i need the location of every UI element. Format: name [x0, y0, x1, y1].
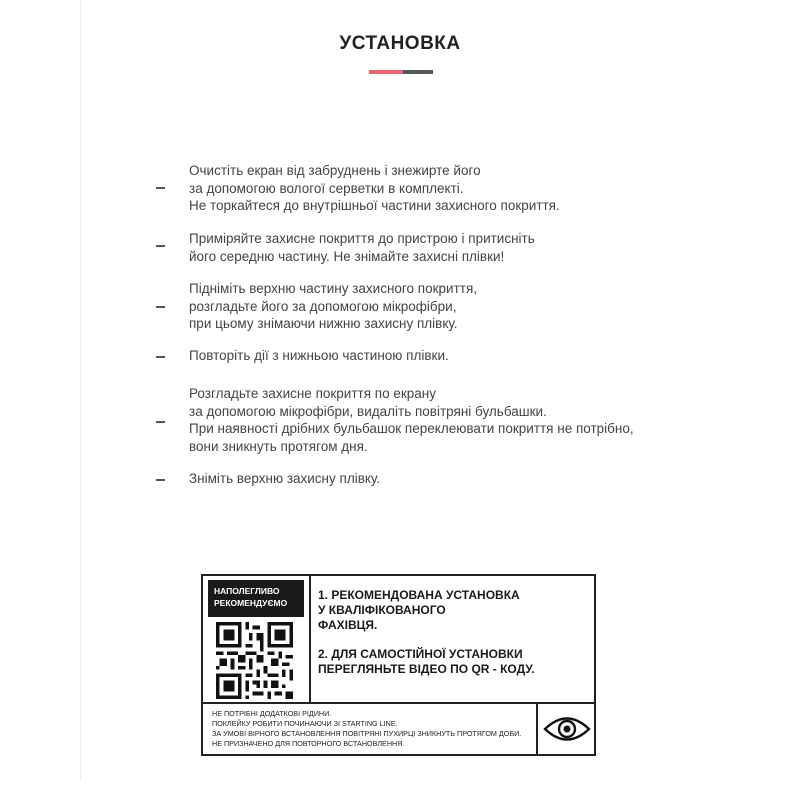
eye-icon	[543, 714, 591, 744]
recommend-badge: НАПОЛЕГЛИВО РЕКОМЕНДУЄМО	[208, 580, 304, 617]
step-text: Приміряйте захисне покриття до пристрою і притисніть його середню частину. Не знімайте захисні плівки!	[189, 231, 535, 264]
page-margin-rule	[80, 0, 81, 780]
recommendation-2: 2. ДЛЯ САМОСТІЙНОЇ УСТАНОВКИ ПЕРЕГЛЯНЬТЕ ВІДЕО ПО QR - КОДУ.	[318, 647, 535, 676]
qr-code-icon	[213, 622, 296, 699]
installation-notes: НЕ ПОТРІБНІ ДОДАТКОВІ РІДИНИ. ПОКЛЕЙКУ РОБИТИ ПОЧИНАЮЧИ ЗІ STARTING LINE. ЗА УМОВІ ВІРНОГО ВСТАНОВЛЕННЯ ПОВІТРЯНІ ПУХИРЦІ ЗНИКНУТЬ ПРОТЯГОМ ДОБИ. НЕ ПРИЗНАЧЕНО ДЛЯ ПОВТОРНОГО ВСТАНОВЛЕННЯ.	[212, 709, 522, 748]
step-bullet	[156, 356, 165, 358]
step-text: Повторіть дії з нижньою частиною плівки.	[189, 348, 449, 363]
step-bullet	[156, 187, 165, 189]
step-bullet	[156, 479, 165, 481]
recommendation-box-top	[203, 576, 594, 702]
recommendation-1: 1. РЕКОМЕНДОВАНА УСТАНОВКА У КВАЛІФІКОВАНОГО ФАХІВЦЯ.	[318, 588, 520, 632]
page-title: УСТАНОВКА	[339, 33, 461, 54]
step-bullet	[156, 421, 165, 423]
step-text: Підніміть верхню частину захисного покриття, розгладьте його за допомогою мікрофібри, при цьому знімаючи нижню захисну плівку.	[189, 281, 478, 331]
recommendation-box	[201, 574, 596, 756]
recommendation-text	[318, 588, 590, 677]
eye-divider	[536, 704, 538, 754]
step-bullet	[156, 306, 165, 308]
step-bullet	[156, 245, 165, 247]
title-underline	[369, 70, 433, 74]
box-vertical-divider	[309, 576, 311, 702]
step-text: Розгладьте захисне покриття по екрану за допомогою мікрофібри, видаліть повітряні бульбашки. При наявності дрібних бульбашок переклеювати покриття не потрібно, вони зникнуть протягом дня.	[189, 386, 634, 454]
step-text: Зніміть верхню захисну плівку.	[189, 471, 381, 486]
step-text: Очистіть екран від забруднень і знежирте його за допомогою вологої серветки в комплекті. Не торкайтеся до внутрішньої частини захисного покриття.	[189, 163, 560, 213]
